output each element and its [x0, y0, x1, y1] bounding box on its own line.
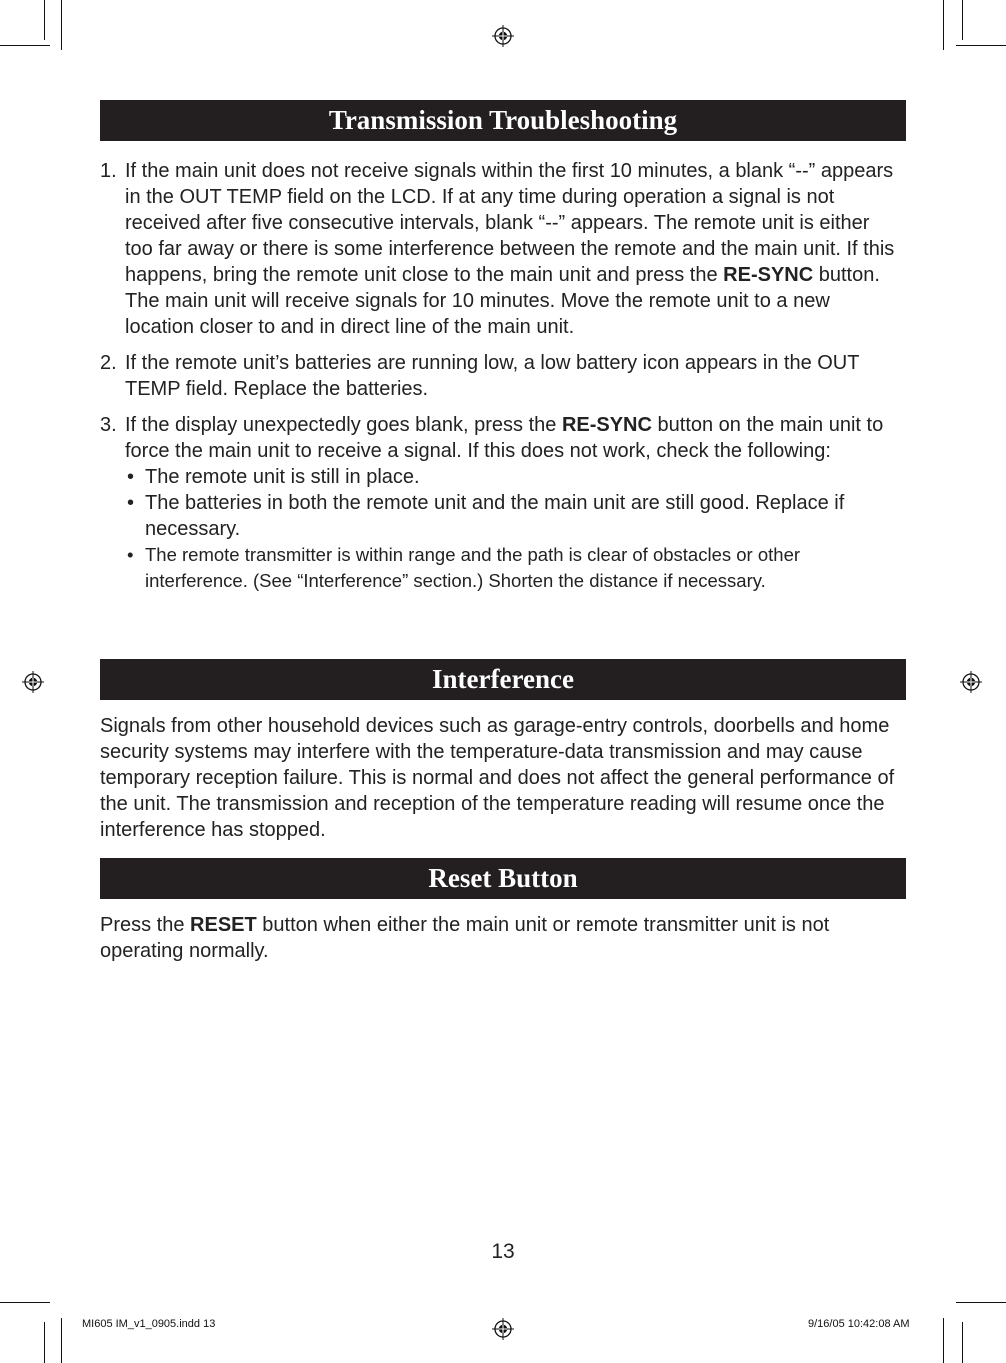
list-item [100, 158, 900, 340]
bullet-item: • The batteries in both the remote unit and the main unit are still good. Replace if necessary. [127, 492, 845, 540]
slug-timestamp: 9/16/05 10:42:08 AM [808, 1318, 910, 1330]
section-header-transmission: Transmission Troubleshooting [100, 100, 906, 141]
registration-target-icon [492, 25, 514, 47]
reset-paragraph: Press the RESET button when either the main unit or remote transmitter unit is not operating normally. [100, 914, 830, 962]
step-number: 1. [100, 160, 117, 182]
list-item [100, 412, 900, 594]
interference-paragraph: Signals from other household devices such as garage-entry controls, doorbells and home security systems may interfere with the temperature-data transmission and may cause temporary reception failure. This is normal and does not affect the general performance of the unit. The transmission and reception of the temperature reading will resume once the interference has stopped. [100, 715, 895, 841]
bullet-icon: • [127, 466, 135, 488]
section-header-interference: Interference [100, 659, 906, 700]
reset-label: RESET [190, 914, 257, 936]
step-text-after: button. The main unit will receive signals for 10 minutes. Move the remote unit to a new location closer to and in direct line of the main unit. [125, 264, 880, 338]
crop-mark [962, 1322, 963, 1363]
troubleshooting-steps [100, 158, 900, 604]
crop-mark [44, 0, 45, 40]
crop-mark [0, 45, 50, 46]
step-text-after: button on the main unit to force the main unit to receive a signal. If this does not work, check the following: [125, 414, 884, 462]
slug-filename: MI605 IM_v1_0905.indd 13 [82, 1318, 216, 1330]
section-header-reset: Reset Button [100, 858, 906, 899]
crop-mark [0, 1302, 50, 1303]
registration-target-icon [492, 1318, 514, 1340]
check-list [125, 464, 900, 594]
list-item [100, 350, 900, 402]
bullet-icon: • [127, 492, 135, 514]
crop-mark [943, 1318, 944, 1363]
step-text: If the display unexpectedly goes blank, press the [125, 414, 562, 436]
step-text: If the main unit does not receive signals within the first 10 minutes, a blank “--” appears in the OUT TEMP field on the LCD. If at any time during operation a signal is not received after five consecutive intervals, blank “--” appears. The remote unit is either too far away or there is some interference between the remote and the main unit. If this happens, bring the remote unit close to the main unit and press the [125, 160, 895, 286]
crop-mark [943, 0, 944, 50]
crop-mark [44, 1322, 45, 1363]
crop-mark [61, 1318, 62, 1363]
registration-target-icon [22, 671, 44, 693]
step-number: 3. [100, 414, 117, 436]
registration-target-icon [960, 671, 982, 693]
bullet-item: • The remote unit is still in place. [127, 466, 420, 488]
crop-mark [962, 0, 963, 40]
crop-mark [61, 0, 62, 50]
re-sync-label: RE-SYNC [561, 414, 652, 436]
page-number: 13 [491, 1240, 515, 1263]
step-text: If the remote unit’s batteries are running low, a low battery icon appears in the OUT TEMP field. Replace the batteries. [125, 352, 860, 400]
bullet-item: • The remote transmitter is within range and the path is clear of obstacles or other interference. (See “Interference” section.) Shorten the distance if necessary. [127, 544, 801, 591]
re-sync-label: RE-SYNC [723, 264, 814, 286]
crop-mark [956, 45, 1006, 46]
step-number: 2. [100, 352, 117, 374]
crop-mark [956, 1302, 1006, 1303]
bullet-icon: • [127, 544, 134, 565]
